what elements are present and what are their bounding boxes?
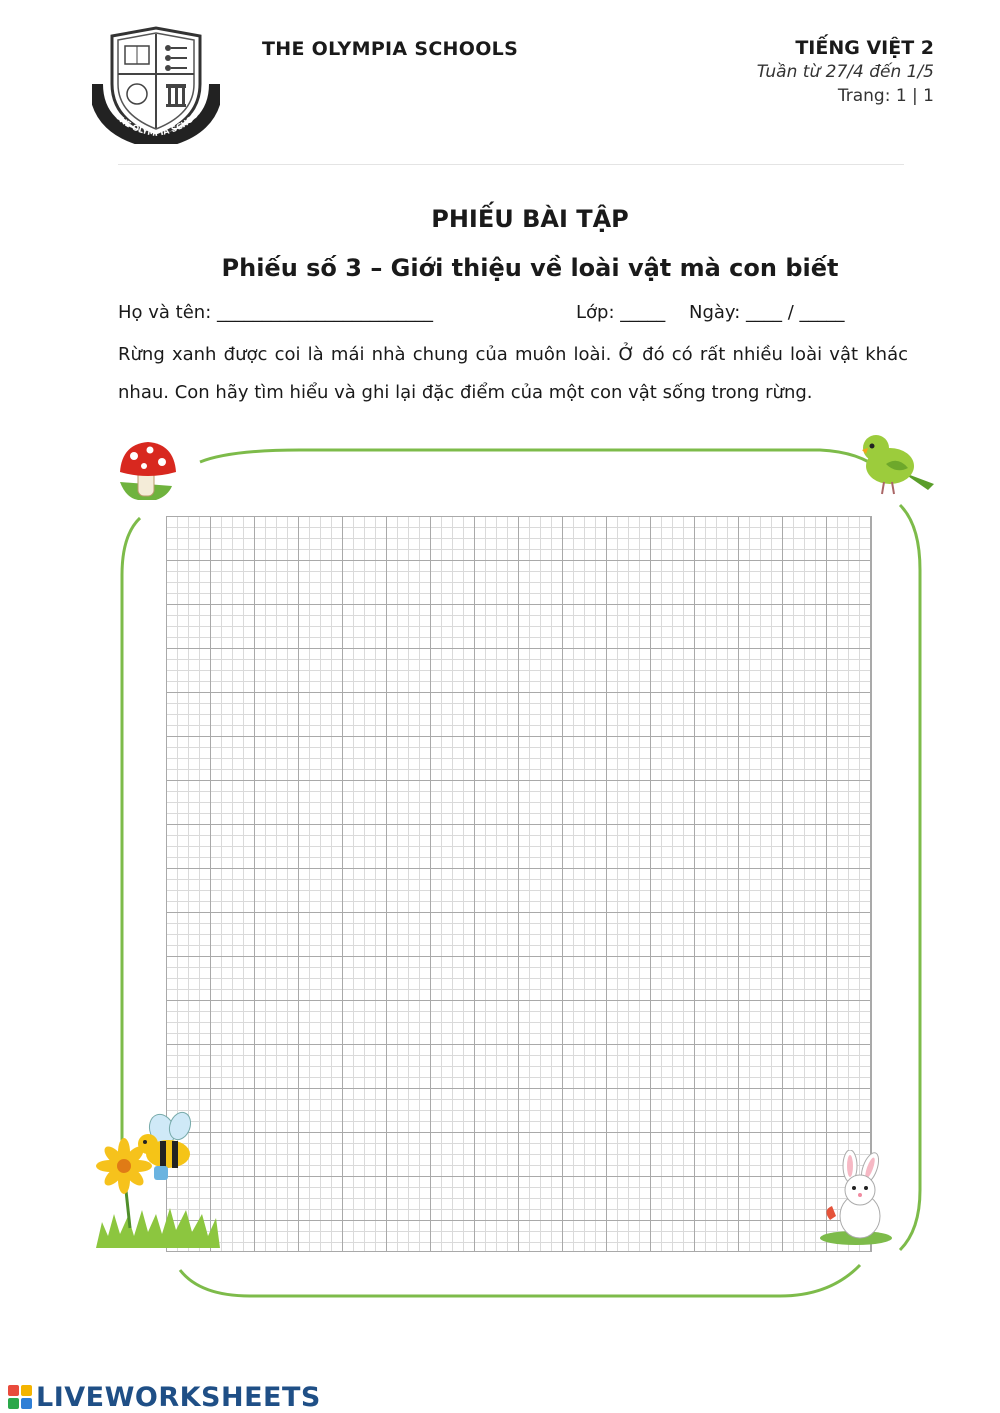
bird-icon bbox=[858, 430, 936, 500]
week-range: Tuần từ 27/4 đến 1/5 bbox=[756, 62, 934, 82]
date-field[interactable]: Ngày: ____ / _____ bbox=[689, 302, 845, 323]
liveworksheets-brand[interactable] bbox=[8, 1380, 321, 1413]
subject-title: TIẾNG VIỆT 2 bbox=[795, 37, 934, 59]
bee-flower-icon bbox=[96, 1110, 220, 1248]
svg-text:THE OLYMPIA SCHOOLS: THE OLYMPIA SCHOOLS bbox=[113, 102, 207, 139]
class-field[interactable]: Lớp: _____ bbox=[576, 302, 666, 323]
footer-brand-text: LIVEWORKSHEETS bbox=[36, 1381, 321, 1413]
liveworksheets-logo-icon bbox=[8, 1385, 32, 1409]
page-number: Trang: 1 | 1 bbox=[837, 86, 934, 106]
name-field[interactable]: Họ và tên: ________________________ bbox=[118, 302, 433, 323]
school-name: THE OLYMPIA SCHOOLS bbox=[262, 38, 519, 60]
instructions: Rừng xanh được coi là mái nhà chung của muôn loài. Ở đó có rất nhiều loài vật khác nhau. Con hãy tìm hiểu và ghi lại đặc điểm của một con vật sống trong rừng. bbox=[118, 344, 908, 403]
rabbit-icon bbox=[814, 1150, 900, 1246]
worksheet-subtitle: Phiếu số 3 – Giới thiệu về loài vật mà con biết bbox=[221, 254, 839, 282]
mushroom-icon bbox=[116, 438, 178, 506]
worksheet-title: PHIẾU BÀI TẬP bbox=[431, 205, 629, 233]
writing-grid[interactable] bbox=[166, 516, 872, 1252]
